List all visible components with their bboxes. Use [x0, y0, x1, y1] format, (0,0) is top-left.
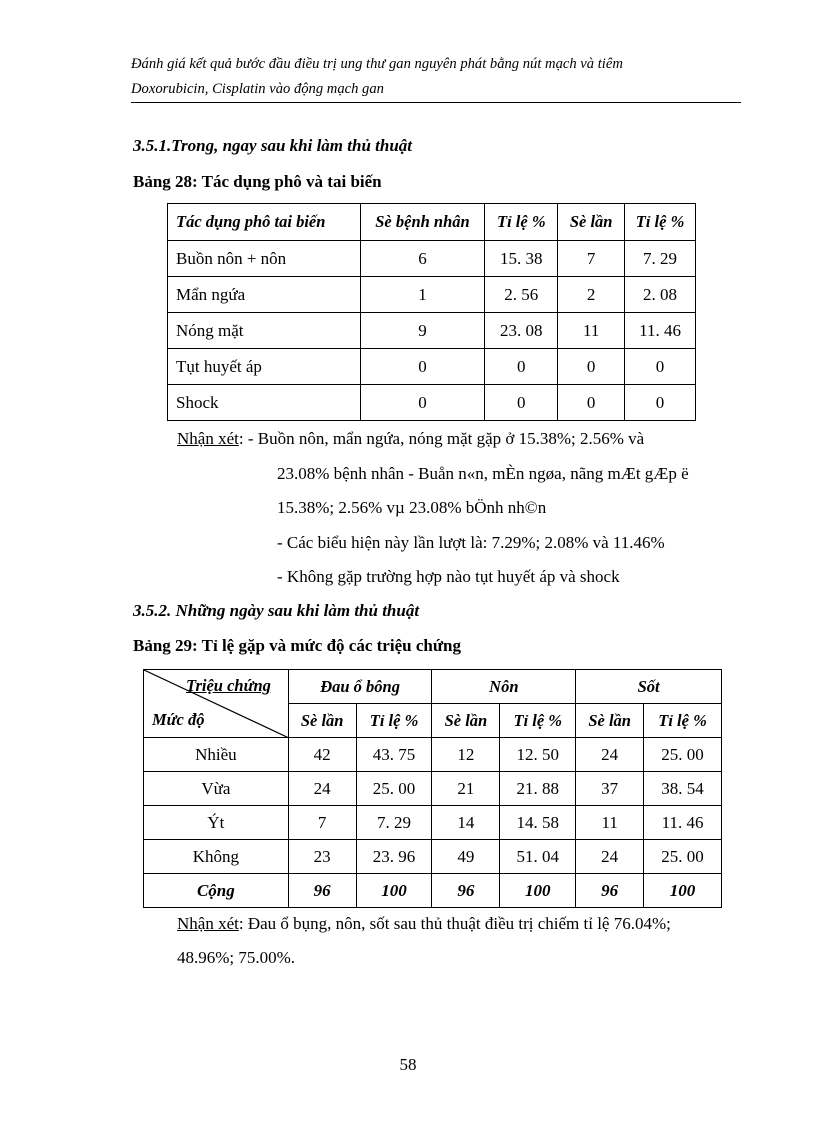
section-heading-3-5-2: 3.5.2. Những ngày sau khi làm thủ thuật: [133, 601, 420, 620]
remark-28-line-2: 23.08% bệnh nhân - Buån n«n, mÈn ngøa, nãng mÆt gÆp ë: [277, 464, 689, 483]
column-header: Tỉ lệ %: [356, 704, 432, 738]
column-header: Tỉ lệ %: [644, 704, 722, 738]
table-total-row: [144, 874, 722, 908]
table-row: [144, 840, 722, 874]
table-cell: 42: [288, 738, 356, 772]
table-cell: 24: [576, 840, 644, 874]
table-cell: 9: [360, 313, 485, 349]
table-row: [144, 806, 722, 840]
table-cell: 12: [432, 738, 500, 772]
remark-28-line-3: 15.38%; 2.56% vµ 23.08% bÖnh nh©n: [277, 498, 547, 517]
table-cell: Buồn nôn + nôn: [168, 241, 361, 277]
table-cell: Nhiều: [144, 738, 289, 772]
table-cell: 49: [432, 840, 500, 874]
diagonal-header-cell: [144, 670, 289, 738]
remark-28-line-5: - Không gặp trường hợp nào tụt huyết áp và shock: [277, 567, 620, 586]
table-cell: 100: [500, 874, 576, 908]
table-cell: 14: [432, 806, 500, 840]
column-header: Sè lần: [432, 704, 500, 738]
table-29-caption: Bảng 29: Tỉ lệ gặp và mức độ các triệu chứng: [133, 636, 461, 655]
corner-label-level: Mức độ: [152, 710, 205, 729]
table-cell: 23: [288, 840, 356, 874]
table-cell: 7: [288, 806, 356, 840]
table-cell: Mẩn ngứa: [168, 277, 361, 313]
table-cell: 21. 88: [500, 772, 576, 806]
group-header: Nôn: [432, 670, 576, 704]
table-cell: 100: [356, 874, 432, 908]
table-29: [143, 669, 722, 908]
table-cell: 11. 46: [625, 313, 696, 349]
column-header: Sè bệnh nhân: [360, 204, 485, 241]
table-cell: 7. 29: [356, 806, 432, 840]
remark-label: Nhận xét: [177, 914, 239, 933]
table-cell: 37: [576, 772, 644, 806]
table-row: [168, 277, 696, 313]
table-cell: 7. 29: [625, 241, 696, 277]
table-cell: 2: [558, 277, 625, 313]
table-cell: Cộng: [144, 874, 289, 908]
table-cell: 0: [485, 385, 558, 421]
table-cell: 100: [644, 874, 722, 908]
table-cell: 12. 50: [500, 738, 576, 772]
table-28: [167, 203, 696, 421]
table-header-row: [168, 204, 696, 241]
table-cell: 23. 08: [485, 313, 558, 349]
table-row: [168, 349, 696, 385]
table-cell: 24: [576, 738, 644, 772]
remark-29-line-1: [177, 914, 671, 934]
table-row: [168, 385, 696, 421]
remark-28-line-1: [177, 429, 644, 449]
column-header: Tác dụng phô tai biến: [168, 204, 361, 241]
column-header: Tỉ lệ %: [625, 204, 696, 241]
table-cell: Tụt huyết áp: [168, 349, 361, 385]
table-cell: 0: [360, 349, 485, 385]
table-row: [144, 738, 722, 772]
header-line-1: Đánh giá kết quả bước đầu điều trị ung thư gan nguyên phát bằng nút mạch và tiêm: [131, 56, 623, 72]
table-row: [144, 772, 722, 806]
corner-label-symptom: Triệu chứng: [186, 676, 271, 695]
table-cell: 0: [558, 349, 625, 385]
table-cell: 2. 56: [485, 277, 558, 313]
table-cell: 0: [558, 385, 625, 421]
table-cell: 96: [432, 874, 500, 908]
remark-label: Nhận xét: [177, 429, 239, 448]
table-row: [168, 241, 696, 277]
remark-text: : Đau ổ bụng, nôn, sốt sau thủ thuật điều trị chiếm tỉ lệ 76.04%;: [238, 914, 671, 933]
column-header: Sè lần: [576, 704, 644, 738]
table-cell: 15. 38: [485, 241, 558, 277]
table-cell: Vừa: [144, 772, 289, 806]
table-cell: 2. 08: [625, 277, 696, 313]
table-cell: 0: [625, 385, 696, 421]
table-cell: 6: [360, 241, 485, 277]
remark-29-line-2: 48.96%; 75.00%.: [177, 948, 296, 967]
table-cell: 0: [485, 349, 558, 385]
table-cell: 96: [576, 874, 644, 908]
column-header: Tỉ lệ %: [485, 204, 558, 241]
table-cell: 0: [625, 349, 696, 385]
column-header: Sè lần: [288, 704, 356, 738]
table-cell: Ýt: [144, 806, 289, 840]
table-cell: 11: [558, 313, 625, 349]
table-cell: 14. 58: [500, 806, 576, 840]
section-heading-3-5-1: 3.5.1.Trong, ngay sau khi làm thủ thuật: [133, 136, 413, 155]
remark-text: : - Buồn nôn, mẩn ngứa, nóng mặt gặp ở 15.38%; 2.56% và: [238, 429, 645, 448]
table-cell: Nóng mặt: [168, 313, 361, 349]
header-line-2: Doxorubicin, Cisplatin vào động mạch gan: [131, 81, 384, 97]
group-header: Đau ổ bông: [288, 670, 432, 704]
table-cell: 11: [576, 806, 644, 840]
remark-28-line-4: - Các biểu hiện này lần lượt là: 7.29%; 2.08% và 11.46%: [277, 533, 665, 552]
running-header: [131, 52, 741, 102]
table-cell: 0: [360, 385, 485, 421]
table-cell: 25. 00: [356, 772, 432, 806]
table-cell: 21: [432, 772, 500, 806]
table-cell: 38. 54: [644, 772, 722, 806]
table-28-caption: Bảng 28: Tác dụng phô và tai biến: [133, 172, 382, 191]
table-cell: 11. 46: [644, 806, 722, 840]
table-row: [168, 313, 696, 349]
table-cell: 25. 00: [644, 738, 722, 772]
table-cell: 43. 75: [356, 738, 432, 772]
table-cell: 51. 04: [500, 840, 576, 874]
column-header: Tỉ lệ %: [500, 704, 576, 738]
table-cell: 96: [288, 874, 356, 908]
table-cell: 1: [360, 277, 485, 313]
table-header-row: [144, 670, 722, 704]
table-cell: 24: [288, 772, 356, 806]
group-header: Sốt: [576, 670, 722, 704]
table-cell: Không: [144, 840, 289, 874]
table-cell: 25. 00: [644, 840, 722, 874]
table-cell: 23. 96: [356, 840, 432, 874]
table-cell: 7: [558, 241, 625, 277]
column-header: Sè lần: [558, 204, 625, 241]
page-number: 58: [399, 1055, 417, 1074]
header-rule: [131, 102, 741, 103]
table-cell: Shock: [168, 385, 361, 421]
